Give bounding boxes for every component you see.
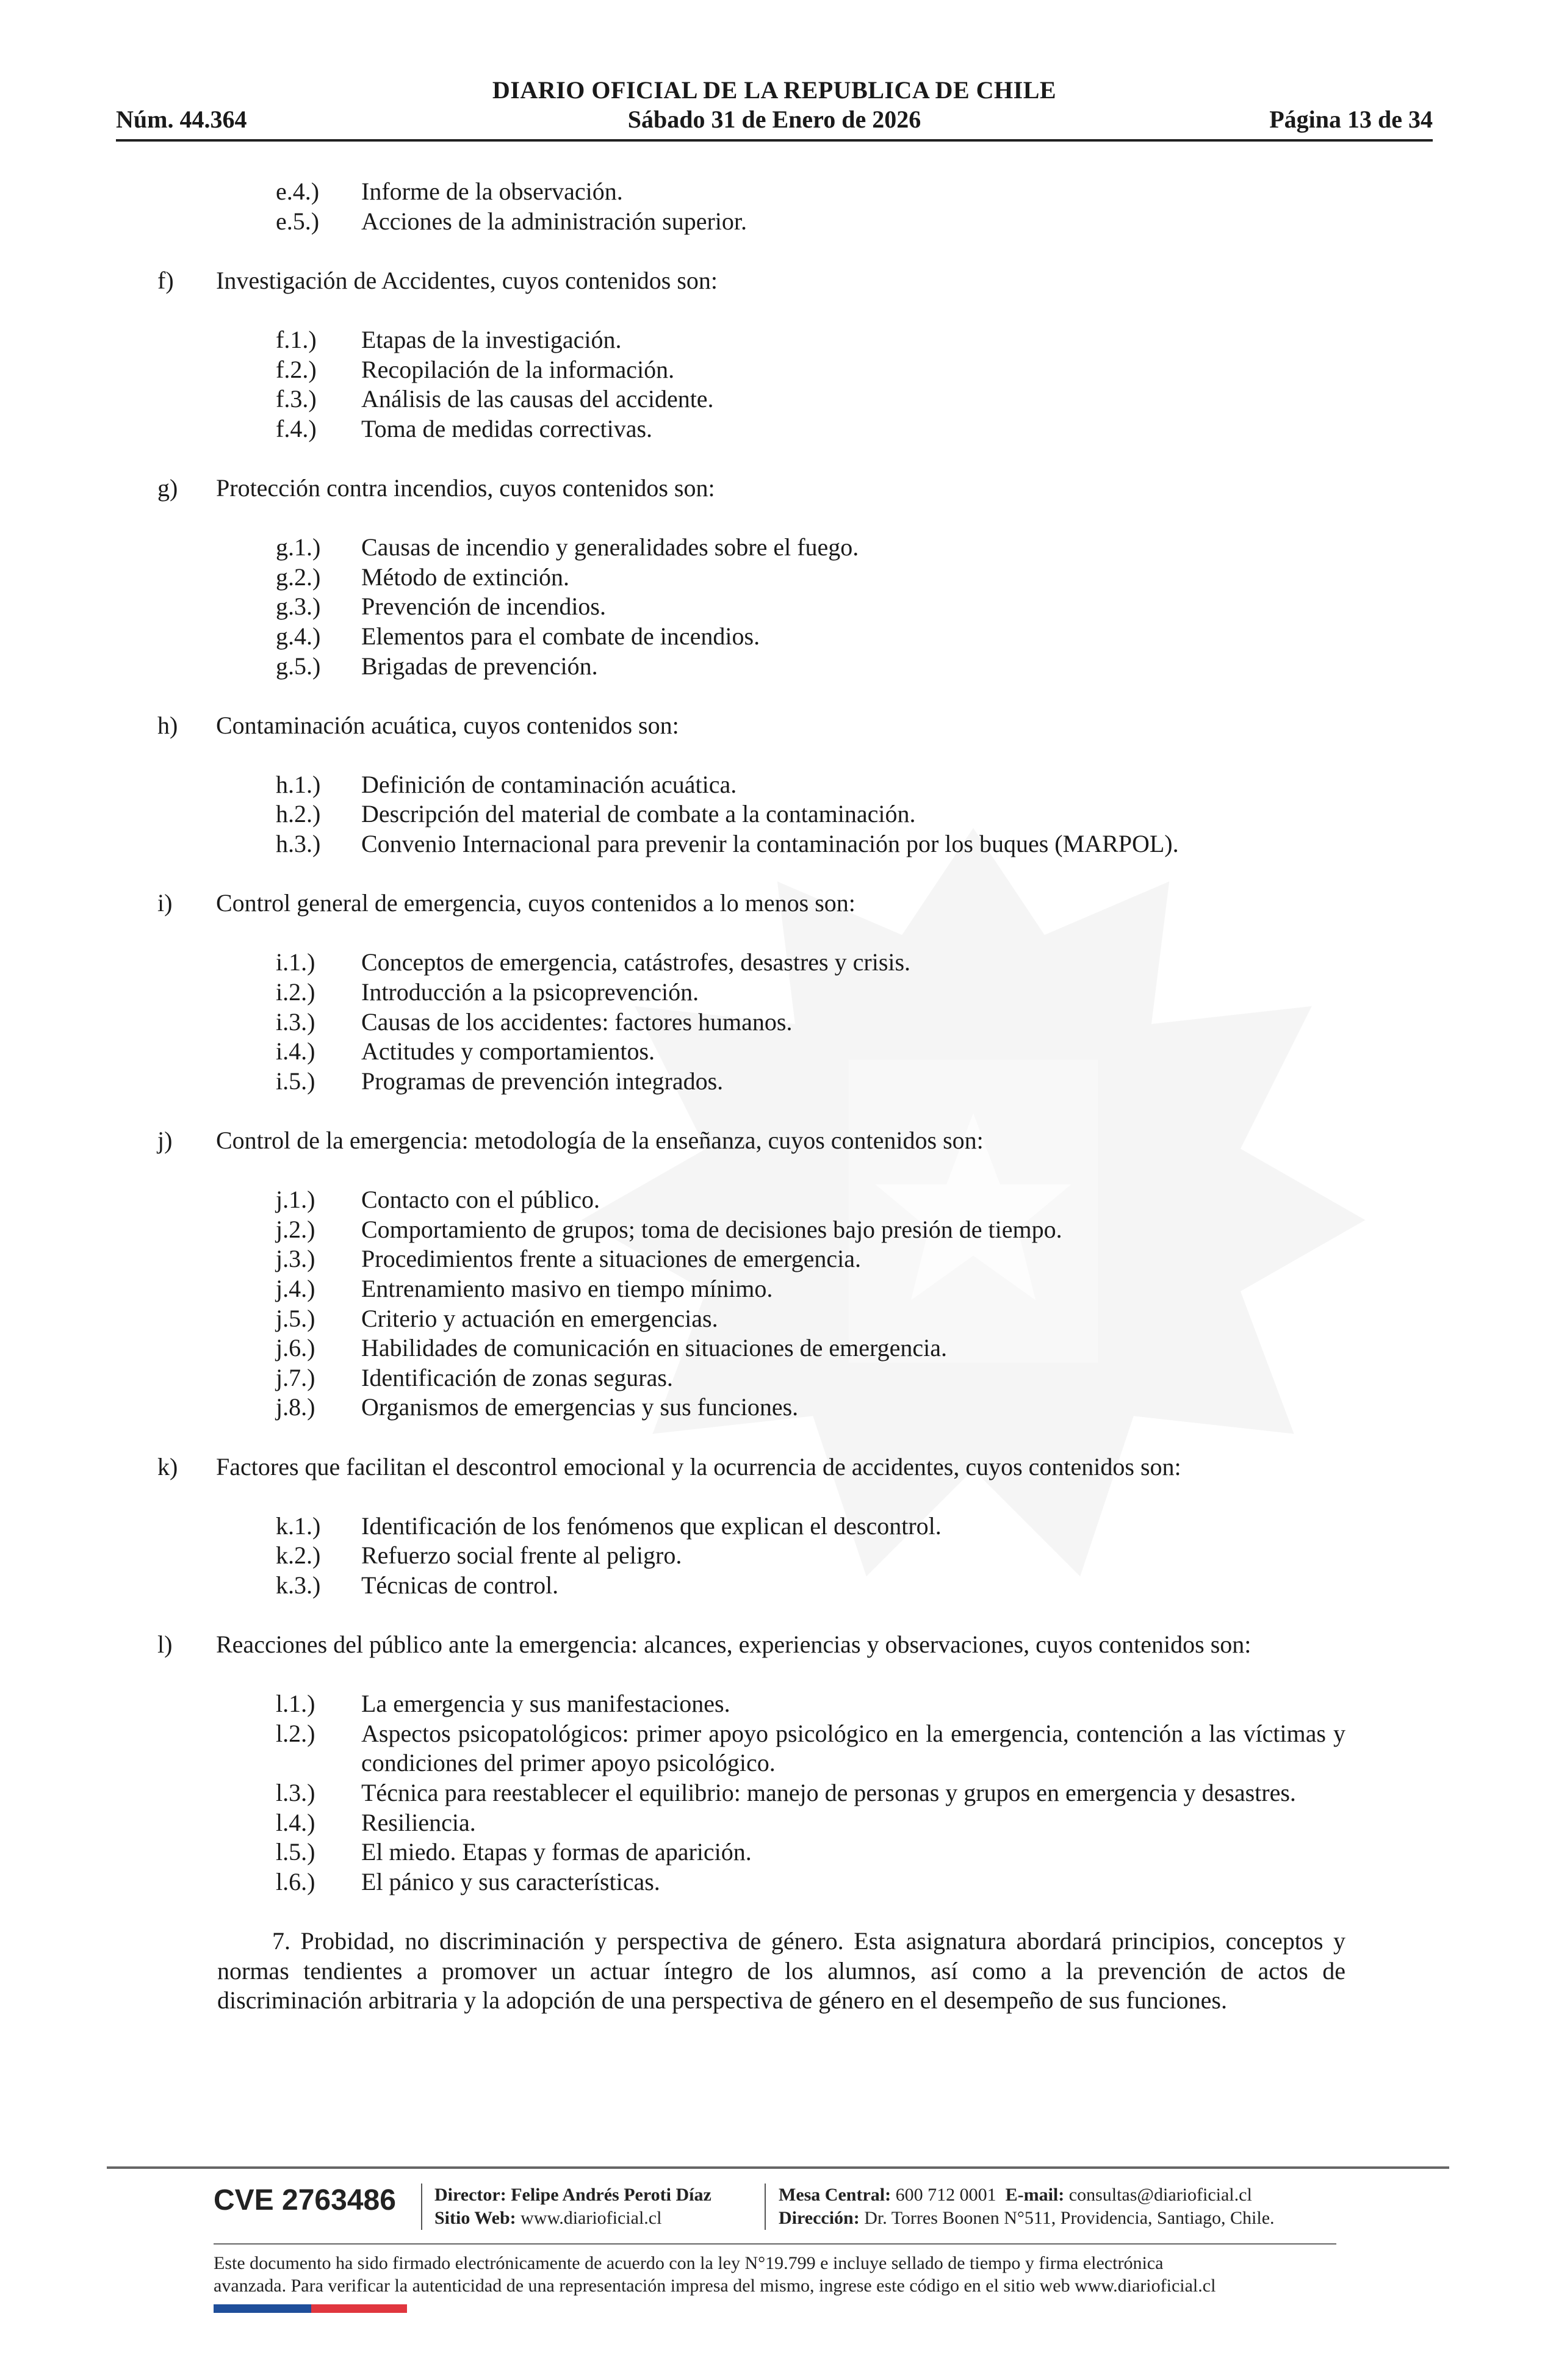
item-text: Conceptos de emergencia, catástrofes, desastres y crisis. xyxy=(361,948,911,976)
list-item xyxy=(276,325,1345,355)
item-label: k.3.) xyxy=(276,1571,321,1599)
list-item xyxy=(276,592,1345,622)
list-item xyxy=(276,948,1345,978)
item-label: f.1.) xyxy=(276,325,317,353)
item-text: Programas de prevención integrados. xyxy=(361,1067,724,1095)
item-label: j.5.) xyxy=(276,1304,315,1332)
item-label: g.4.) xyxy=(276,622,321,650)
item-label: j.1.) xyxy=(276,1186,315,1214)
item-label: l.3.) xyxy=(276,1779,315,1807)
footer-separator xyxy=(765,2183,766,2230)
list-item xyxy=(276,652,1345,682)
item-label: k.1.) xyxy=(276,1512,321,1540)
item-text: Método de extinción. xyxy=(361,563,570,591)
item-label: k.2.) xyxy=(276,1542,321,1570)
list-item xyxy=(276,622,1345,652)
item-label: i.5.) xyxy=(276,1067,315,1095)
item-label: l.6.) xyxy=(276,1867,315,1895)
closing-paragraph: 7. Probidad, no discriminación y perspectiva de género. Esta asignatura abordará principios, conceptos y normas tendientes a promover un actuar íntegro de los alumnos, así como a la prevención de actos de discriminación arbitraria y la adopción de una perspectiva de género en el desempeño de sus funciones. xyxy=(217,1927,1345,2014)
list-item xyxy=(276,1067,1345,1097)
item-label: f.4.) xyxy=(276,414,317,442)
newspaper-title: DIARIO OFICIAL DE LA REPUBLICA DE CHILE xyxy=(492,76,1057,104)
item-label: i.1.) xyxy=(276,948,315,976)
list-item xyxy=(276,1867,1345,1897)
site-label: Sitio Web: xyxy=(434,2208,516,2228)
page-number: Página 13 de 34 xyxy=(1269,106,1433,133)
item-label: i.2.) xyxy=(276,978,315,1006)
item-label: f.2.) xyxy=(276,355,317,383)
list-item xyxy=(276,1363,1345,1393)
item-text: El miedo. Etapas y formas de aparición. xyxy=(361,1838,752,1866)
section-label: f) xyxy=(157,266,174,294)
address-label: Dirección: xyxy=(779,2208,860,2228)
list-item xyxy=(276,799,1345,829)
item-text: Procedimientos frente a situaciones de emergencia. xyxy=(361,1245,861,1273)
item-label: h.3.) xyxy=(276,830,321,858)
footer-thin-rule xyxy=(214,2243,1336,2245)
list-item xyxy=(276,207,1345,237)
list-item xyxy=(276,829,1345,859)
item-text: Aspectos psicopatológicos: primer apoyo psicológico en la emergencia, contención a las víctimas y condiciones del primer apoyo psicológico. xyxy=(361,1719,1345,1777)
list-item xyxy=(276,1393,1345,1423)
item-label: l.1.) xyxy=(276,1690,315,1718)
list-item xyxy=(276,1808,1345,1838)
section-label: i) xyxy=(157,889,173,917)
section-label: k) xyxy=(157,1452,178,1480)
list-item xyxy=(276,1512,1345,1542)
item-text: Técnicas de control. xyxy=(361,1571,559,1599)
issue-date: Sábado 31 de Enero de 2026 xyxy=(627,106,921,133)
item-text: Acciones de la administración superior. xyxy=(361,207,747,235)
item-text: Identificación de los fenómenos que explican el descontrol. xyxy=(361,1512,942,1540)
list-item xyxy=(276,177,1345,207)
legal-line: Este documento ha sido firmado electrónicamente de acuerdo con la ley N°19.799 e incluye sellado de tiempo y firma electrónica xyxy=(214,2253,1164,2273)
list-item xyxy=(276,978,1345,1008)
list-item xyxy=(276,1274,1345,1304)
item-text: Contacto con el público. xyxy=(361,1186,600,1214)
item-text: Organismos de emergencias y sus funciones. xyxy=(361,1393,799,1421)
item-label: l.2.) xyxy=(276,1719,315,1747)
section-text: Reacciones del público ante la emergencia: alcances, experiencias y observaciones, cuyos contenidos son: xyxy=(216,1631,1252,1659)
section-text: Investigación de Accidentes, cuyos contenidos son: xyxy=(216,266,718,294)
legal-line: avanzada. Para verificar la autenticidad de una representación impresa del mismo, ingrese este código en el sitio web www.diarioficial.cl xyxy=(214,2276,1216,2296)
footer-contact-block xyxy=(779,2183,1275,2230)
item-text: Introducción a la psicoprevención. xyxy=(361,978,699,1006)
footer-director-block xyxy=(434,2183,711,2230)
item-text: Técnica para reestablecer el equilibrio: manejo de personas y grupos en emergencia y desastres. xyxy=(361,1779,1296,1807)
item-label: h.2.) xyxy=(276,800,321,828)
site-link[interactable]: www.diarioficial.cl xyxy=(520,2208,662,2228)
section-heading xyxy=(157,711,1345,741)
item-label: e.5.) xyxy=(276,207,320,235)
section-label: j) xyxy=(157,1127,173,1154)
list-item xyxy=(276,384,1345,414)
issue-number: Núm. 44.364 xyxy=(116,106,247,133)
list-item xyxy=(276,1037,1345,1067)
list-item xyxy=(276,1333,1345,1363)
item-label: j.8.) xyxy=(276,1393,315,1421)
item-text: Convenio Internacional para prevenir la contaminación por los buques (MARPOL). xyxy=(361,830,1179,858)
list-item xyxy=(276,1837,1345,1867)
section-text: Control general de emergencia, cuyos contenidos a lo menos son: xyxy=(216,889,855,917)
list-item xyxy=(276,1571,1345,1601)
section-label: h) xyxy=(157,711,178,739)
list-item xyxy=(276,1008,1345,1037)
director-label: Director: xyxy=(434,2185,506,2205)
section-heading xyxy=(157,1630,1345,1660)
email-link[interactable]: consultas@diarioficial.cl xyxy=(1068,2185,1252,2205)
item-label: j.7.) xyxy=(276,1363,315,1391)
list-item xyxy=(276,414,1345,444)
item-label: l.4.) xyxy=(276,1808,315,1836)
item-text: Definición de contaminación acuática. xyxy=(361,770,737,798)
item-text: Comportamiento de grupos; toma de decisiones bajo presión de tiempo. xyxy=(361,1215,1062,1243)
item-text: Etapas de la investigación. xyxy=(361,325,622,353)
item-label: j.3.) xyxy=(276,1245,315,1273)
list-item xyxy=(276,1541,1345,1571)
list-item xyxy=(276,1304,1345,1334)
item-text: Habilidades de comunicación en situaciones de emergencia. xyxy=(361,1334,947,1362)
item-text: Criterio y actuación en emergencias. xyxy=(361,1304,718,1332)
section-text: Control de la emergencia: metodología de la enseñanza, cuyos contenidos son: xyxy=(216,1127,984,1154)
email-label: E-mail: xyxy=(1005,2185,1065,2205)
item-text: Resiliencia. xyxy=(361,1808,476,1836)
item-label: g.3.) xyxy=(276,593,321,621)
phone-value: 600 712 0001 xyxy=(895,2185,996,2205)
section-text: Contaminación acuática, cuyos contenidos son: xyxy=(216,711,679,739)
item-label: g.1.) xyxy=(276,533,321,561)
footer-red-bar xyxy=(311,2304,407,2313)
item-label: l.5.) xyxy=(276,1838,315,1866)
list-item xyxy=(276,533,1345,563)
cve-code: CVE 2763486 xyxy=(214,2184,396,2216)
item-label: j.2.) xyxy=(276,1215,315,1243)
item-text: El pánico y sus características. xyxy=(361,1867,660,1895)
item-label: h.1.) xyxy=(276,770,321,798)
item-text: Prevención de incendios. xyxy=(361,593,606,621)
section-heading xyxy=(157,1126,1345,1156)
item-label: g.2.) xyxy=(276,563,321,591)
item-text: Actitudes y comportamientos. xyxy=(361,1037,655,1066)
section-heading xyxy=(157,1452,1345,1482)
section-text: Factores que facilitan el descontrol emocional y la ocurrencia de accidentes, cuyos contenidos son: xyxy=(216,1452,1181,1480)
list-item xyxy=(276,1719,1345,1778)
item-text: Identificación de zonas seguras. xyxy=(361,1363,673,1391)
item-label: f.3.) xyxy=(276,385,317,413)
section-heading xyxy=(157,889,1345,918)
item-text: La emergencia y sus manifestaciones. xyxy=(361,1690,730,1718)
footer-separator xyxy=(421,2183,422,2230)
director-name: Felipe Andrés Peroti Díaz xyxy=(511,2185,711,2205)
footer-blue-bar xyxy=(214,2304,311,2313)
document-body xyxy=(159,177,1345,2016)
item-text: Brigadas de prevención. xyxy=(361,652,598,680)
item-text: Descripción del material de combate a la contaminación. xyxy=(361,800,916,828)
item-text: Recopilación de la información. xyxy=(361,355,675,383)
item-text: Entrenamiento masivo en tiempo mínimo. xyxy=(361,1274,773,1302)
item-label: j.6.) xyxy=(276,1334,315,1362)
item-text: Causas de incendio y generalidades sobre el fuego. xyxy=(361,533,859,561)
section-label: g) xyxy=(157,474,178,502)
item-label: i.4.) xyxy=(276,1037,315,1066)
item-text: Toma de medidas correctivas. xyxy=(361,414,653,442)
item-label: g.5.) xyxy=(276,652,321,680)
address-value: Dr. Torres Boonen N°511, Providencia, Santiago, Chile. xyxy=(864,2208,1275,2228)
item-text: Elementos para el combate de incendios. xyxy=(361,622,760,650)
item-label: j.4.) xyxy=(276,1274,315,1302)
list-item xyxy=(276,1689,1345,1719)
list-item xyxy=(276,1778,1345,1808)
list-item xyxy=(276,563,1345,593)
header-rule xyxy=(116,139,1433,142)
phone-label: Mesa Central: xyxy=(779,2185,891,2205)
page-header xyxy=(116,76,1433,143)
item-text: Causas de los accidentes: factores humanos. xyxy=(361,1008,793,1036)
section-heading xyxy=(157,266,1345,296)
list-item xyxy=(276,1185,1345,1215)
item-label: e.4.) xyxy=(276,178,320,205)
item-text: Informe de la observación. xyxy=(361,178,623,205)
item-text: Refuerzo social frente al peligro. xyxy=(361,1542,682,1570)
list-item xyxy=(276,1244,1345,1274)
list-item xyxy=(276,355,1345,385)
legal-notice xyxy=(214,2252,1373,2297)
section-text: Protección contra incendios, cuyos contenidos son: xyxy=(216,474,715,502)
section-heading xyxy=(157,474,1345,503)
list-item xyxy=(276,1215,1345,1245)
footer-rule xyxy=(107,2166,1449,2169)
item-label: i.3.) xyxy=(276,1008,315,1036)
list-item xyxy=(276,770,1345,800)
section-label: l) xyxy=(157,1631,173,1659)
item-text: Análisis de las causas del accidente. xyxy=(361,385,714,413)
